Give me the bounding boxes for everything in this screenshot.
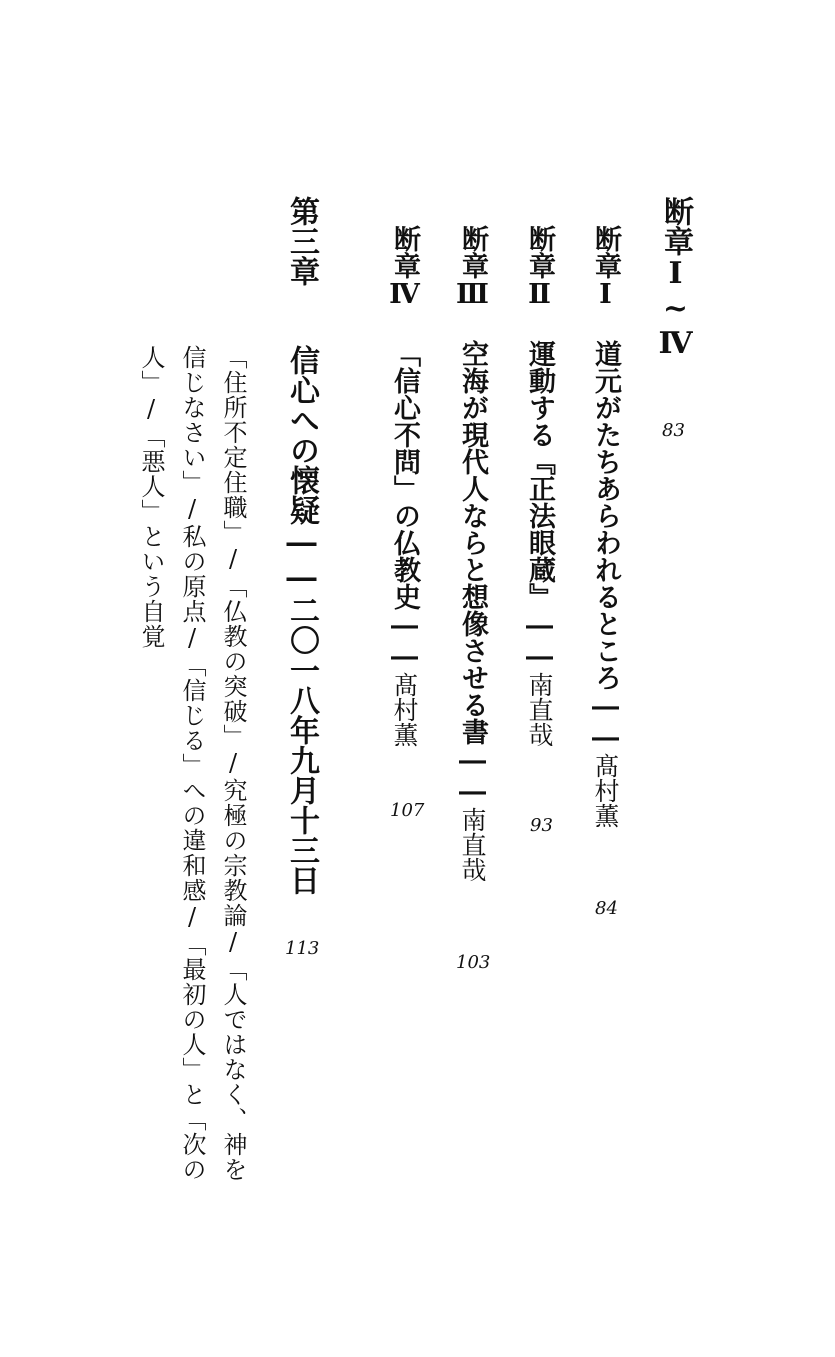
part-heading[interactable]: 断章Ⅰ~Ⅳ	[658, 196, 693, 361]
entry-label: 断章Ⅰ	[590, 225, 621, 310]
entry-page-number: 107	[390, 800, 425, 821]
entry-label: 断章Ⅱ	[524, 225, 555, 310]
entry-dash: ――	[457, 745, 488, 807]
entry-author: 南直哉	[525, 672, 554, 747]
toc-entry-fragment-2[interactable]	[526, 225, 553, 747]
entry-author: 髙村薫	[390, 672, 419, 747]
entry-title: 運動する『正法眼蔵』	[524, 340, 555, 610]
chapter-3-description-line-1: 「住所不定住職」/「仏教の突破」/究極の宗教論/「人ではなく、神を	[219, 345, 247, 1182]
entry-label: 断章Ⅲ	[457, 225, 488, 310]
chapter-3-description-line-3: 人」/「悪人」という自覚	[137, 345, 165, 649]
chapter-3-page-number: 113	[285, 938, 320, 959]
entry-page-number: 84	[595, 898, 618, 919]
entry-label: 断章Ⅳ	[389, 225, 420, 310]
entry-dash: ――	[590, 691, 621, 753]
entry-author: 南直哉	[458, 807, 487, 882]
chapter-title-text: 信心への懐疑	[284, 345, 319, 525]
toc-entry-fragment-3[interactable]	[459, 225, 486, 882]
entry-page-number: 93	[530, 815, 553, 836]
toc-entry-fragment-1[interactable]	[592, 225, 619, 828]
chapter-title-dash: ――	[284, 525, 319, 595]
chapter-date: 二〇一八年九月十三日	[284, 595, 319, 895]
entry-page-number: 103	[456, 952, 491, 973]
chapter-3-description-line-2: 信じなさい」/私の原点/「信じる」への違和感/「最初の人」と「次の	[178, 345, 206, 1182]
entry-title: 道元がたちあらわれるところ	[590, 340, 621, 691]
chapter-3-label[interactable]: 第三章	[284, 196, 319, 286]
entry-dash: ――	[389, 610, 420, 672]
entry-dash: ――	[524, 610, 555, 672]
part-heading-page-number: 83	[662, 420, 685, 441]
entry-author: 髙村薫	[591, 753, 620, 828]
entry-title: 空海が現代人ならと想像させる書	[457, 340, 488, 745]
toc-entry-fragment-4[interactable]	[391, 225, 418, 747]
entry-title: 「信心不問」の仏教史	[389, 340, 420, 610]
chapter-3-title[interactable]	[284, 345, 319, 895]
